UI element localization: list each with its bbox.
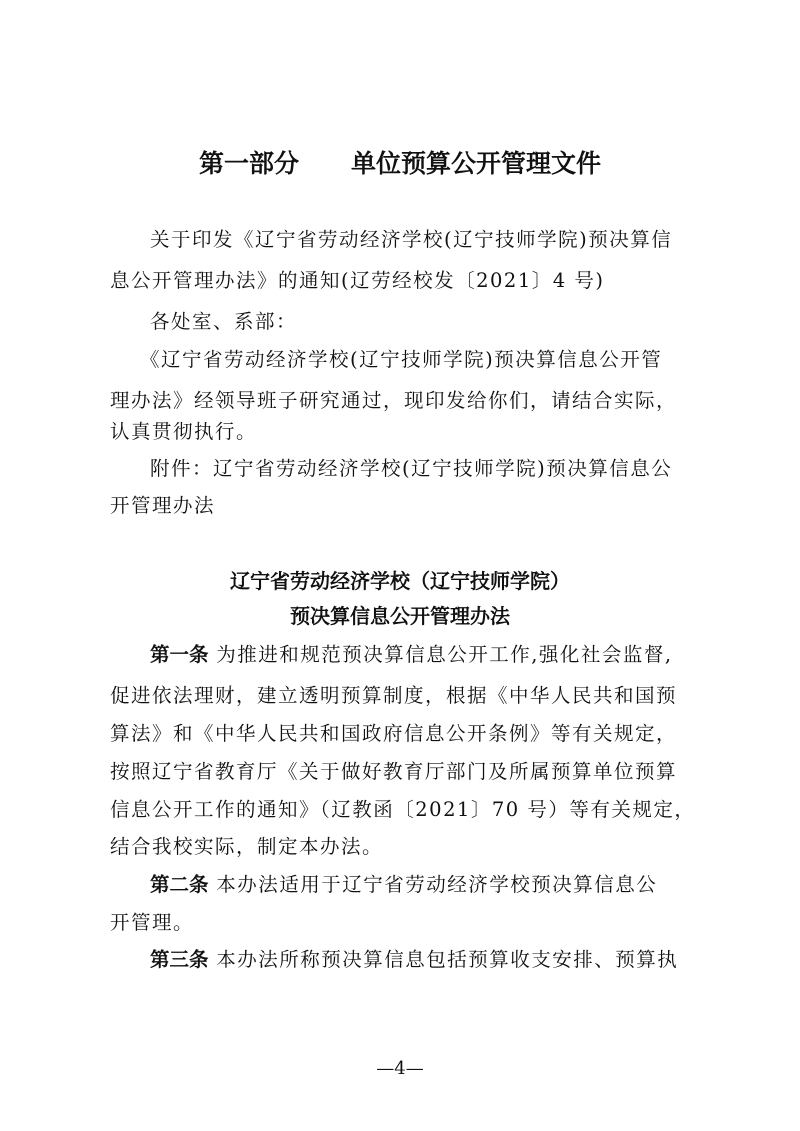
article-line: 促进依法理财，建立透明预算制度，根据《中华人民共和国预 (110, 684, 678, 707)
article-label: 第二条 (150, 873, 209, 896)
notice-line: 《辽宁省劳动经济学校(辽宁技师学院)预决算信息公开管 (140, 348, 663, 371)
measures-title-line2: 预决算信息公开管理办法 (290, 604, 510, 628)
article-text: 为推进和规范预决算信息公开工作,强化社会监督, (216, 643, 673, 666)
notice-line: 关于印发《辽宁省劳动经济学校(辽宁技师学院)预决算信 (150, 228, 673, 251)
page-number: —4— (376, 1058, 424, 1079)
notice-line: 息公开管理办法》的通知(辽劳经校发〔2021〕4 号) (110, 269, 605, 292)
article-1 (150, 634, 740, 675)
article-3 (150, 939, 740, 980)
notice-line: 理办法》经领导班子研究通过，现印发给你们，请结合实际， (110, 389, 678, 412)
notice-line: 各处室、系部： (150, 310, 298, 333)
article-line: 按照辽宁省教育厅《关于做好教育厅部门及所属预算单位预算 (110, 760, 678, 783)
notice-line: 认真贯彻执行。 (110, 420, 258, 443)
article-text: 本办法所称预决算信息包括预算收支安排、预算执 (216, 948, 679, 971)
article-2 (150, 864, 740, 905)
article-label: 第三条 (150, 948, 209, 971)
measures-title-line1: 辽宁省劳动经济学校（辽宁技师学院） (230, 569, 570, 593)
article-line: 开管理。 (110, 911, 195, 934)
article-line: 结合我校实际，制定本办法。 (110, 835, 384, 858)
section-title (0, 146, 800, 182)
notice-line: 附件：辽宁省劳动经济学校(辽宁技师学院)预决算信息公 (150, 457, 673, 480)
article-line: 信息公开工作的通知》（辽教函〔2021〕70 号）等有关规定， (110, 798, 696, 821)
section-title-part: 第一部分 (198, 149, 299, 178)
notice-line: 开管理办法 (110, 494, 216, 517)
article-label: 第一条 (150, 643, 209, 666)
article-text: 本办法适用于辽宁省劳动经济学校预决算信息公 (216, 873, 658, 896)
article-line: 算法》和《中华人民共和国政府信息公开条例》等有关规定， (110, 722, 678, 745)
section-title-name: 单位预算公开管理文件 (351, 149, 602, 178)
